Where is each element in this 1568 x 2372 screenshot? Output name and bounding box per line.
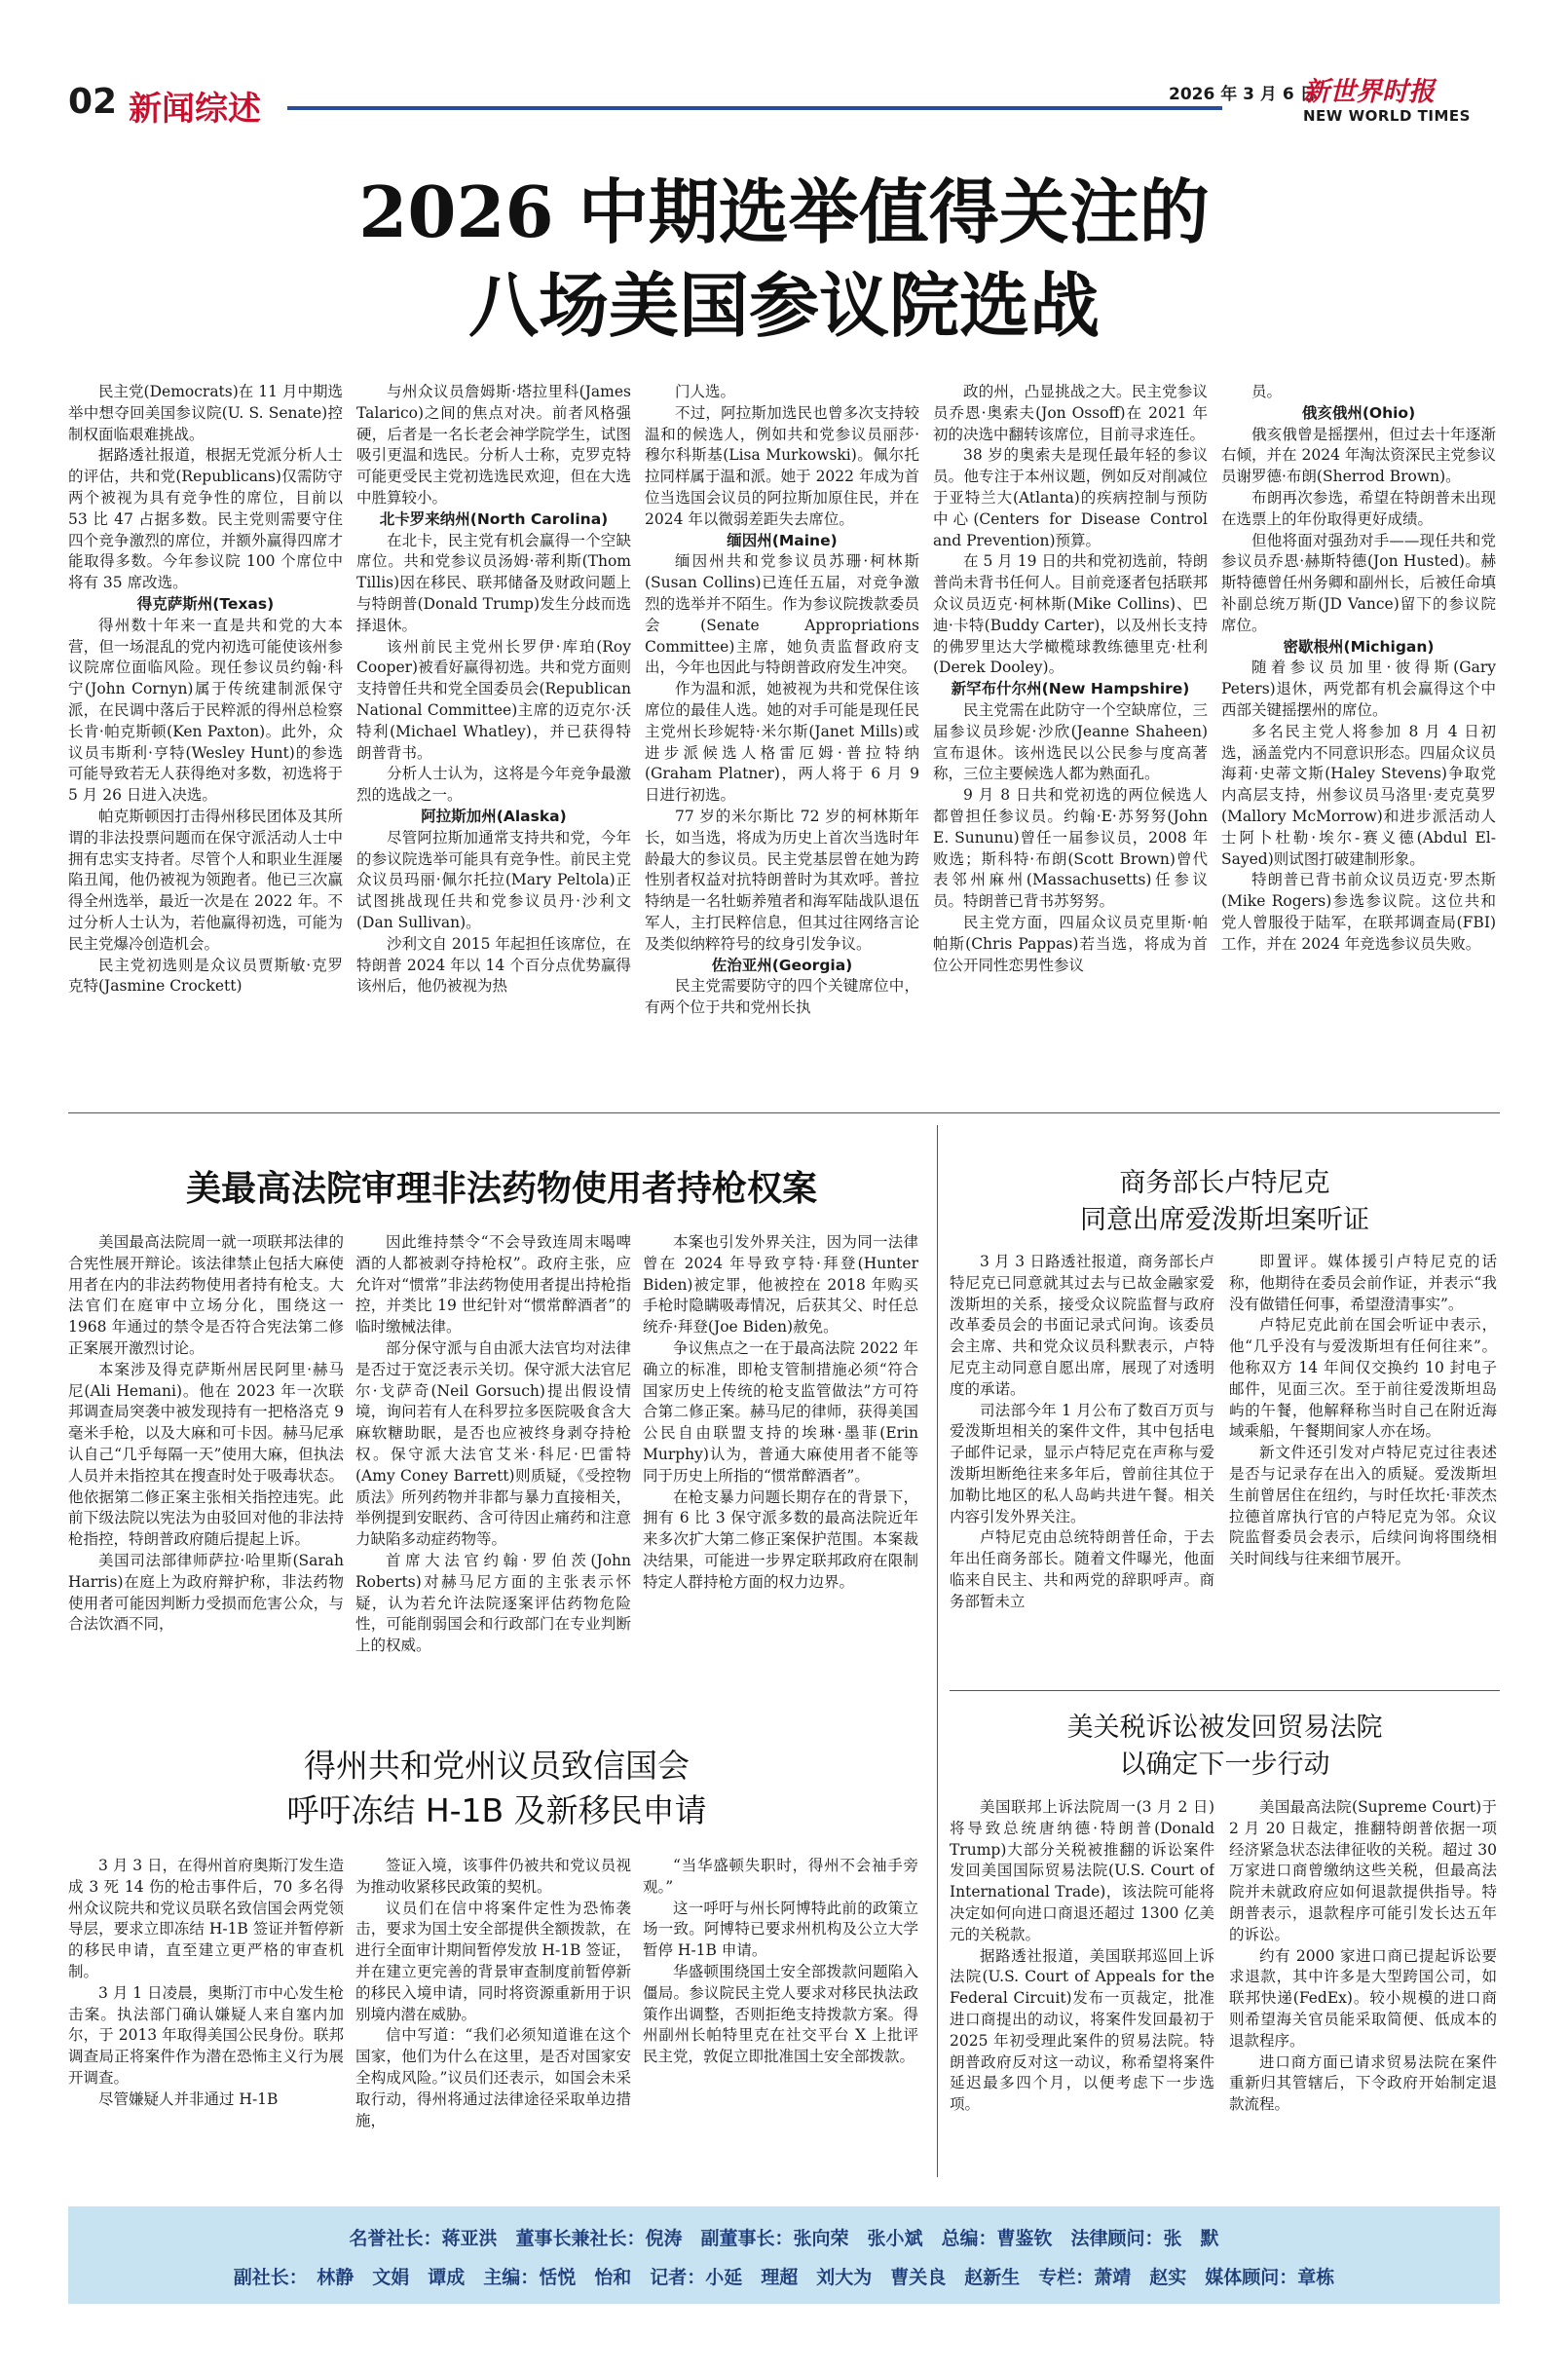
paragraph: 缅因州共和党参议员苏珊·柯林斯(Susan Collins)已连任五届，对竞争激烈的选举并不陌生。作为参议院拨款委员会(Senate Appropriations Committee)主席，她负责监督政府支出，今年也因此与特朗普政府发生冲突。: [645, 552, 919, 677]
paragraph: 在 5 月 19 日的共和党初选前，特朗普尚未背书任何人。目前竞逐者包括联邦众议员迈克·柯林斯(Mike Collins)、巴迪·卡特(Buddy Carter)，以及州长支持的佛罗里达大学橄榄球教练德里克·杜利(Derek Dooley)。: [933, 552, 1208, 677]
paragraph: 民主党初选则是众议员贾斯敏·克罗克特(Jasmine Crockett): [68, 956, 343, 996]
subheading: 缅因州(Maine): [727, 531, 838, 549]
section-name: 新闻综述: [129, 90, 261, 129]
header-rule: [287, 106, 1222, 110]
lutnick-headline-line2: 同意出席爱泼斯坦案听证: [1080, 1205, 1369, 1235]
tariff-column-2: [1229, 1797, 1497, 2182]
paragraph: 约有 2000 家进口商已提起诉讼要求退款，其中许多是大型跨国公司，如联邦快递(FedEx)。较小规模的进口商则希望海关官员能采取简便、低成本的退款程序。: [1229, 1946, 1497, 2050]
paragraph: 议员们在信中将案件定性为恐怖袭击，要求为国土安全部提供全额拨款，在进行全面审计期间暂停发放 H-1B 签证，并在建立更完善的背景审查制度前暂停新的移民入境申请，同时将资源重新用于识别境内潜在威胁。: [355, 1899, 631, 2023]
tariff-column-1: [950, 1797, 1214, 2182]
page-header: [68, 64, 1500, 142]
supreme-court-column-1: [68, 1232, 344, 1724]
paragraph: 门人选。: [675, 383, 736, 400]
paragraph: 进口商方面已请求贸易法院在案件重新归其管辖后，下令政府开始制定退款流程。: [1229, 2052, 1497, 2114]
lead-column-4: [933, 382, 1208, 1103]
paragraph: 但他将面对强劲对手——现任共和党参议员乔恩·赫斯特德(Jon Husted)。赫斯特德曾任州务卿和副州长，后被任命填补副总统万斯(JD Vance)留下的参议院席位。: [1221, 531, 1496, 634]
tariff-headline-line2: 以确定下一步行动: [1119, 1750, 1330, 1780]
page-number: 02: [68, 82, 118, 122]
paragraph: 作为温和派，她被视为共和党保住该席位的最佳人选。她的对手可能是现任民主党州长珍妮特·米尔斯(Janet Mills)或进步派候选人格雷厄姆·普拉特纳(Graham Platner)，两人将于 6 月 9 日进行初选。: [645, 680, 919, 805]
paragraph: 本案也引发外界关注，因为同一法律曾在 2024 年导致亨特·拜登(Hunter Biden)被定罪，他被控在 2018 年购买手枪时隐瞒吸毒情况，后获其父、时任总统乔·拜登(Joe Biden)赦免。: [643, 1233, 918, 1337]
tariff-headline: [950, 1710, 1500, 1784]
staff-credits-bar: [68, 2206, 1500, 2304]
paragraph: 民主党需要防守的四个关键席位中，有两个位于共和党州长执: [645, 977, 919, 1017]
subheading: 佐治亚州(Georgia): [711, 956, 853, 974]
paragraph: 在枪支暴力问题长期存在的背景下，拥有 6 比 3 保守派多数的最高法院近年来多次扩大第二修正案保护范围。本案裁决结果，可能进一步界定联邦政府在限制特定人群持枪方面的权力边界。: [643, 1487, 918, 1591]
lutnick-headline-line1: 商务部长卢特尼克: [1119, 1168, 1330, 1198]
subheading: 北卡罗来纳州(North Carolina): [379, 509, 609, 528]
paragraph: 多名民主党人将参加 8 月 4 日初选，涵盖党内不同意识形态。四届众议员海莉·史蒂文斯(Haley Stevens)争取党内高层支持，州参议员马洛里·麦克莫罗(Mallory McMorrow)和进步派活动人士阿卜杜勒·埃尔-赛义德(Abdul El-Sayed)则试图打破建制形象。: [1221, 722, 1496, 868]
paragraph: 民主党方面，四届众议员克里斯·帕帕斯(Chris Pappas)若当选，将成为首位公开同性恋男性参议: [933, 913, 1208, 974]
supreme-court-headline: 美最高法院审理非法药物使用者持枪权案: [185, 1169, 817, 1209]
subheading: 密歇根州(Michigan): [1283, 637, 1435, 656]
right-column-divider: [937, 1125, 938, 2177]
paragraph: 民主党(Democrats)在 11 月中期选举中想夺回美国参议院(U. S. Senate)控制权面临艰难挑战。: [68, 383, 343, 443]
texas-letter-headline-line2: 呼吁冻结 H-1B 及新移民申请: [286, 1791, 707, 1829]
paragraph: 不过，阿拉斯加选民也曾多次支持较温和的候选人，例如共和党参议员丽莎·穆尔科斯基(Lisa Murkowski)。佩尔托拉同样属于温和派。她于 2022 年成为首位当选国会议员的阿拉斯加原住民，并在 2024 年以微弱差距失去席位。: [645, 403, 919, 528]
lutnick-column-2: [1229, 1252, 1497, 1680]
texas-letter-column-3: [643, 1856, 918, 2182]
lead-column-1: [68, 382, 343, 1103]
issue-date: 2026 年 3 月 6 日: [1169, 85, 1317, 104]
subheading: 得克萨斯州(Texas): [136, 594, 275, 613]
lead-column-5: [1221, 382, 1496, 1103]
texas-letter-column-2: [355, 1856, 631, 2182]
paragraph: 美国司法部律师萨拉·哈里斯(Sarah Harris)在庭上为政府辩护称，非法药物使用者可能因判断力受损而危害公众，与合法饮酒不同，: [68, 1551, 344, 1634]
lead-divider: [68, 1112, 1500, 1113]
lutnick-divider: [950, 1690, 1500, 1691]
paragraph: 分析人士认为，这将是今年竞争最激烈的选战之一。: [356, 765, 631, 805]
lead-column-3: [645, 382, 919, 1103]
paragraph: 3 月 1 日凌晨，奥斯汀市中心发生枪击案。执法部门确认嫌疑人来自塞内加尔，于 2013 年取得美国公民身份。联邦调查局正将案件作为潜在恐怖主义行为展开调查。: [68, 1983, 344, 2087]
paragraph: 俄亥俄曾是摇摆州，但过去十年逐渐右倾，并在 2024 年淘汰资深民主党参议员谢罗德·布朗(Sherrod Brown)。: [1221, 425, 1496, 486]
paragraph: 政的州，凸显挑战之大。民主党参议员乔恩·奥索夫(Jon Ossoff)在 2021 年初的决选中翻转该席位，目前寻求连任。: [933, 383, 1208, 443]
subheading: 阿拉斯加州(Alaska): [421, 807, 567, 825]
masthead-logo: 新世界时报: [1303, 77, 1435, 107]
lutnick-headline: [950, 1165, 1500, 1239]
paragraph: 帕克斯顿因打击得州移民团体及其所谓的非法投票问题而在保守派活动人士中拥有忠实支持者。尽管个人和职业生涯屡陷丑闻，他仍被视为领跑者。他已三次赢得全州选举，最近一次是在 2022 年。不过分析人士认为，若他赢得初选，可能为民主党爆冷创造机会。: [68, 807, 343, 953]
paragraph: 首席大法官约翰·罗伯茨(John Roberts)对赫马尼方面的主张表示怀疑，认为若允许法院逐案评估药物危险性，可能削弱国会和行政部门在专业判断上的权威。: [355, 1551, 631, 1655]
lead-headline-line1: 2026 中期选举值得关注的: [358, 170, 1210, 253]
paragraph: 部分保守派与自由派大法官均对法律是否过于宽泛表示关切。保守派大法官尼尔·戈萨奇(Neil Gorsuch)提出假设情境，询问若有人在科罗拉多医院吸食含大麻软糖助眠，是否也应被终身剥夺持枪权。保守派大法官艾米·科尼·巴雷特(Amy Coney Barrett)则质疑，《受控物质法》所列药物并非都与暴力直接相关，举例提到安眠药、含可待因止痛药和注意力缺陷多动症药物等。: [355, 1338, 631, 1549]
paragraph: 华盛顿围绕国土安全部拨款问题陷入僵局。参议院民主党人要求对移民执法政策作出调整，否则拒绝支持拨款方案。得州副州长帕特里克在社交平台 X 上批评民主党，敦促立即批准国土安全部拨款。: [643, 1962, 918, 2066]
paragraph: 本案涉及得克萨斯州居民阿里·赫马尼(Ali Hemani)。他在 2023 年一次联邦调查局突袭中被发现持有一把格洛克 9 毫米手枪，以及大麻和可卡因。赫马尼承认自己“几乎每隔一天”使用大麻，但执法人员并未指控其在搜查时处于吸毒状态。他依据第二修正案主张相关指控违宪。此前下级法院以宪法为由驳回对他的非法持枪指控，特朗普政府随后提起上诉。: [68, 1360, 344, 1549]
paragraph: 得州数十年来一直是共和党的大本营，但一场混乱的党内初选可能使该州参议院席位面临风险。现任参议员约翰·科宁(John Cornyn)属于传统建制派保守派，在民调中落后于民粹派的得州总检察长肯·帕克斯顿(Ken Paxton)。此外，众议员韦斯利·亨特(Wesley Hunt)的参选可能导致若无人获得绝对多数，初选将于 5 月 26 日进入决选。: [68, 616, 343, 805]
supreme-court-column-2: [355, 1232, 631, 1724]
paragraph: 3 月 3 日路透社报道，商务部长卢特尼克已同意就其过去与已故金融家爱泼斯坦的关系，接受众议院监督与政府改革委员会的书面记录式问询。该委员会主席、共和党众议员科默表示，卢特尼克主动同意自愿出席，展现了对透明度的承诺。: [950, 1253, 1214, 1398]
paragraph: 美国联邦上诉法院周一(3 月 2 日)将导致总统唐纳德·特朗普(Donald Trump)大部分关税被推翻的诉讼案件发回美国国际贸易法院(U.S. Court of International Trade)，该法院可能将决定如何向进口商退还超过 1300 亿美元的关税款。: [950, 1798, 1214, 1943]
paragraph: 9 月 8 日共和党初选的两位候选人都曾担任参议员。约翰·E·苏努努(John E. Sununu)曾任一届参议员，2008 年败选；斯科特·布朗(Scott Brown)曾代表邻州麻州(Massachusetts)任参议员。特朗普已背书苏努努。: [933, 786, 1208, 911]
texas-letter-column-1: [68, 1856, 344, 2182]
lead-column-2: [356, 382, 631, 1103]
paragraph: 在北卡，民主党有机会赢得一个空缺席位。共和党参议员汤姆·蒂利斯(Thom Tillis)因在移民、联邦储备及财政问题上与特朗普(Donald Trump)发生分歧而选择退休。: [356, 531, 631, 634]
paragraph: 尽管阿拉斯加通常支持共和党，今年的参议院选举可能具有竞争性。前民主党众议员玛丽·佩尔托拉(Mary Peltola)正试图挑战现任共和党参议员丹·沙利文(Dan Sullivan)。: [356, 828, 631, 931]
subheading: 俄亥俄州(Ohio): [1301, 403, 1416, 422]
tariff-headline-line1: 美关税诉讼被发回贸易法院: [1066, 1713, 1383, 1743]
paragraph: 信中写道：“我们必须知道谁在这个国家，他们为什么在这里，是否对国家安全构成风险。”议员们还表示，如国会未采取行动，得州将通过法律途径采取单边措施，: [355, 2026, 631, 2129]
paragraph: 司法部今年 1 月公布了数百万页与爱泼斯坦相关的案件文件，其中包括电子邮件记录，显示卢特尼克在声称与爱泼斯坦断绝往来多年后，曾前往其位于加勒比地区的私人岛屿共进午餐。相关内容引发外界关注。: [950, 1401, 1214, 1525]
texas-letter-headline: [68, 1744, 925, 1833]
paragraph: 卢特尼克由总统特朗普任命，于去年出任商务部长。随着文件曝光，他面临来自民主、共和两党的辞职呼声。商务部暂未立: [950, 1528, 1214, 1610]
paragraph: 与州众议员詹姆斯·塔拉里科(James Talarico)之间的焦点对决。前者风格强硬，后者是一名长老会神学院学生，试图吸引更温和选民。分析人士称，克罗克特可能更受民主党初选选民欢迎，但在大选中胜算较小。: [356, 383, 631, 507]
paragraph: 签证入境，该事件仍被共和党议员视为推动收紧移民政策的契机。: [355, 1857, 631, 1896]
staff-credits-line2: 副社长： 林静 文娟 谭成 主编：恬悦 怡和 记者：小延 理超 刘大为 曹关良 赵新生 专栏：萧靖 赵实 媒体顾问：章栋: [233, 2267, 1335, 2288]
paragraph: 随着参议员加里·彼得斯(Gary Peters)退休，两党都有机会赢得这个中西部关键摇摆州的席位。: [1221, 659, 1496, 719]
paragraph: 美国最高法院(Supreme Court)于 2 月 20 日裁定，推翻特朗普依据一项经济紧急状态法律征收的关税。超过 30 万家进口商曾缴纳这些关税，但最高法院并未就政府应如何退款提供指导。特朗普表示，退款程序可能引发长达五年的诉讼。: [1229, 1798, 1497, 1943]
supreme-court-column-3: [643, 1232, 918, 1724]
paragraph: 卢特尼克此前在国会听证中表示，他“几乎没有与爱泼斯坦有任何往来”。他称双方 14 年间仅交换约 10 封电子邮件，见面三次。至于前往爱泼斯坦岛屿的午餐，他解释称当时自己在附近海域乘船，午餐期间家人亦在场。: [1229, 1316, 1497, 1441]
paragraph: 据路透社报道，美国联邦巡回上诉法院(U.S. Court of Appeals for the Federal Circuit)发布一页裁定，批准进口商提出的动议，将案件发回最初于 2025 年初受理此案件的贸易法院。特朗普政府反对这一动议，称希望将案件延迟最多四个月，以便考虑下一步选项。: [950, 1946, 1214, 2114]
masthead-english: NEW WORLD TIMES: [1303, 107, 1471, 125]
lutnick-column-1: [950, 1252, 1214, 1680]
paragraph: 77 岁的米尔斯比 72 岁的柯林斯年长，如当选，将成为历史上首次当选时年龄最大的参议员。民主党基层曾在她为跨性别者权益对抗特朗普时为其欢呼。普拉特纳是一名牡蛎养殖者和海军陆战队退伍军人，主打民粹信息，但其过往网络言论及类似纳粹符号的纹身引发争议。: [645, 807, 919, 953]
paragraph: 据路透社报道，根据无党派分析人士的评估，共和党(Republicans)仅需防守两个被视为具有竞争性的席位，目前以 53 比 47 占据多数。民主党则需要守住四个竞争激烈的席位，并额外赢得四席才能取得多数。今年参议院 100 个席位中将有 35 席改选。: [68, 446, 343, 592]
paragraph: 38 岁的奥索夫是现任最年轻的参议员。他专注于本州议题，例如反对削减位于亚特兰大(Atlanta)的疾病控制与预防中心(Centers for Disease Control and Prevention)预算。: [933, 446, 1208, 549]
paragraph: 员。: [1251, 383, 1283, 400]
paragraph: 美国最高法院周一就一项联邦法律的合宪性展开辩论。该法律禁止包括大麻使用者在内的非法药物使用者持有枪支。大法官们在庭审中立场分化，围绕这一 1968 年通过的禁令是否符合宪法第二修正案展开激烈讨论。: [68, 1233, 344, 1357]
paragraph: 该州前民主党州长罗伊·库珀(Roy Cooper)被看好赢得初选。共和党方面则支持曾任共和党全国委员会(Republican National Committee)主席的迈克尔·沃特利(Michael Whatley)，并已获得特朗普背书。: [356, 637, 631, 762]
paragraph: 这一呼吁与州长阿博特此前的政策立场一致。阿博特已要求州机构及公立大学暂停 H-1B 申请。: [643, 1899, 918, 1960]
paragraph: 争议焦点之一在于最高法院 2022 年确立的标准，即枪支管制措施必须“符合国家历史上传统的枪支监管做法”方可符合第二修正案。赫马尼的律师，获得美国公民自由联盟支持的埃琳·墨菲(Erin Murphy)认为，普通大麻使用者不能等同于历史上所指的“惯常醉酒者”。: [643, 1338, 918, 1485]
paragraph: 特朗普已背书前众议员迈克·罗杰斯(Mike Rogers)参选参议院。这位共和党人曾服役于陆军，在联邦调查局(FBI)工作，并在 2024 年竞选参议员失败。: [1221, 871, 1496, 953]
paragraph: 3 月 3 日，在得州首府奥斯汀发生造成 3 死 14 伤的枪击事件后，70 多名得州众议院共和党议员联名致信国会两党领导层，要求立即冻结 H-1B 签证并暂停新的移民申请，直至建立更严格的审查机制。: [68, 1857, 344, 1980]
paragraph: 布朗再次参选，希望在特朗普未出现在选票上的年份取得更好成绩。: [1221, 488, 1496, 528]
paragraph: 新文件还引发对卢特尼克过往表述是否与记录存在出入的质疑。爱泼斯坦生前曾居住在纽约，与时任坎托·菲茨杰拉德首席执行官的卢特尼克为邻。众议院监督委员会表示，后续问询将围绕相关时间线与往来细节展开。: [1229, 1444, 1497, 1568]
subheading: 新罕布什尔州(New Hampshire): [951, 680, 1190, 698]
staff-credits-line1: 名誉社长：蒋亚洪 董事长兼社长：倪涛 副董事长：张向荣 张小斌 总编：曹鉴钦 法律顾问：张 默: [349, 2228, 1219, 2249]
paragraph: 即置评。媒体援引卢特尼克的话称，他期待在委员会前作证，并表示“我没有做错任何事，希望澄清事实”。: [1229, 1253, 1497, 1313]
paragraph: 民主党需在此防守一个空缺席位，三届参议员珍妮·沙欣(Jeanne Shaheen)宣布退休。该州选民以公民参与度高著称，三位主要候选人都为熟面孔。: [933, 700, 1208, 783]
paragraph: 尽管嫌疑人并非通过 H-1B: [98, 2090, 279, 2108]
lead-headline-line2: 八场美国参议院选战: [467, 264, 1100, 347]
paragraph: 因此维持禁令“不会导致连周末喝啤酒的人都被剥夺持枪权”。政府主张，应允许对“惯常”非法药物使用者提出持枪指控，并类比 19 世纪针对“惯常醉酒者”的临时缴械法律。: [355, 1233, 631, 1337]
lead-headline: [97, 166, 1471, 353]
paragraph: 沙利文自 2015 年起担任该席位，在特朗普 2024 年以 14 个百分点优势赢得该州后，他仍被视为热: [356, 934, 631, 996]
texas-letter-headline-line1: 得州共和党州议员致信国会: [304, 1747, 690, 1785]
paragraph: “当华盛顿失职时，得州不会袖手旁观。”: [643, 1857, 918, 1896]
